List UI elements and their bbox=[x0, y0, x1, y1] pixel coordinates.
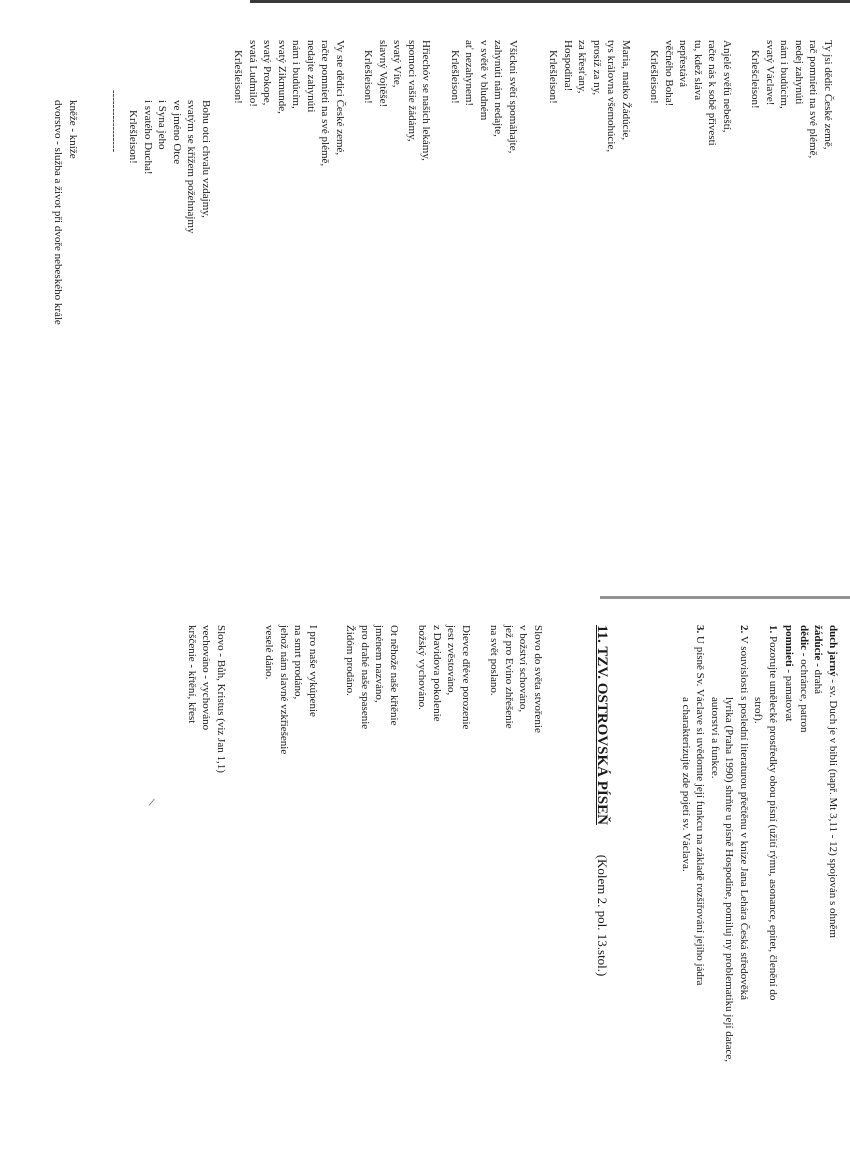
question-number: 3. bbox=[694, 625, 707, 634]
verse-line: Bohu otci chvalu vzdajmy, bbox=[200, 100, 212, 218]
verse-line: Židóm prodáno. bbox=[344, 625, 357, 696]
question-line bbox=[751, 625, 766, 1062]
question-text: V souvislosti s poslední literaturou přečtěnu v knize Jana Lehára Česká středověká bbox=[738, 635, 750, 1001]
verse-line: nám i budúcím, bbox=[290, 40, 303, 109]
verse-line: na svět poslano. bbox=[488, 625, 501, 696]
verse-line: svatý Víte, bbox=[391, 40, 404, 88]
verse-line: i svatého Ducha! bbox=[142, 100, 154, 175]
verse-line: ve jméno Otce bbox=[171, 100, 183, 165]
question-text: Pozorujte umělecké prostředky obou písní (užití rýmu, asonance, epitet, členění do bbox=[767, 636, 779, 1001]
verse-line: jest zvěstováno, bbox=[445, 625, 458, 696]
verse-line: I pro naše vykúpenie bbox=[307, 625, 319, 717]
verse-line: slavný Vojtěše! bbox=[377, 40, 389, 108]
stanza bbox=[546, 40, 633, 158]
verse-line: z Davidova pokolenie bbox=[431, 625, 443, 722]
gloss-term: žádúcie bbox=[812, 625, 825, 661]
verse-line: za křesťany, bbox=[576, 40, 589, 94]
verse-line: Vy ste dědici České zemé, bbox=[334, 40, 346, 156]
stanza bbox=[343, 625, 401, 733]
gloss-line-1: kněže - kníže bbox=[67, 100, 79, 159]
verse-line: Hřiechóv se našich lekámy, bbox=[420, 40, 433, 161]
verse-line: tys královna všemohúcie, bbox=[605, 40, 618, 153]
verse-line: Slovo do světa stvořenie bbox=[532, 625, 544, 733]
question-line bbox=[693, 625, 708, 1062]
top-song-col2 bbox=[217, 40, 520, 166]
questions-list bbox=[679, 625, 781, 1062]
bottom-gloss-2 bbox=[185, 625, 229, 773]
verse-line: Krlešcleison! bbox=[749, 50, 762, 109]
verse-line: Všickni světí spomáhajte, bbox=[507, 40, 519, 154]
verse-line: v božství schováno, bbox=[517, 625, 530, 713]
question-text: a charakterizujte zde pojetí sv. Václava. bbox=[680, 697, 692, 872]
top-separator bbox=[107, 90, 122, 152]
gloss-term: duch jarný bbox=[827, 625, 839, 677]
verse-line: Krlešleison! bbox=[362, 50, 375, 104]
verse-line: na smrt prodáno, bbox=[292, 625, 305, 700]
verse-line: Ot něhože naše křtěnie bbox=[388, 625, 400, 726]
scan-edge-top bbox=[250, 0, 850, 3]
question-line bbox=[708, 625, 723, 1062]
question-line bbox=[722, 625, 737, 1062]
verse-line: Krlešleison! bbox=[449, 50, 461, 104]
verse-line: věčného Boha! bbox=[663, 40, 675, 107]
verse-line: tu, kdež sláva bbox=[692, 40, 704, 101]
verse-line: svatá Ludmilo! bbox=[247, 40, 259, 107]
question-text: lyrika (Praha 1990) shrňte u písně Hospodine, pomiluj ny problematiku její datace, bbox=[723, 697, 736, 1063]
pen-mark: / bbox=[147, 794, 156, 810]
verse-line: Dievce dřéve porozenie bbox=[460, 625, 472, 730]
stanza bbox=[448, 40, 521, 166]
verse-line: jehož nám slavné vzkřiešenie bbox=[278, 625, 290, 755]
question-line bbox=[766, 625, 781, 1062]
verse-line: spomoci vašie žádámy, bbox=[406, 40, 418, 142]
question-number: 2. bbox=[738, 625, 750, 634]
verse-line: jménem nazváno, bbox=[373, 625, 386, 703]
verse-line: račte pomníeti na své plémě, bbox=[319, 40, 332, 167]
verse-line: nepřestává bbox=[677, 40, 690, 88]
verse-line: nedajte zahynúti bbox=[305, 40, 317, 113]
verse-line: Krlešleison! bbox=[127, 110, 140, 164]
gloss-term: dědic bbox=[798, 625, 810, 651]
question-number: 1. bbox=[767, 625, 779, 634]
stanza bbox=[231, 40, 347, 166]
verse-line: Krlešleison! bbox=[232, 50, 245, 104]
stanza bbox=[361, 40, 434, 166]
heading-title: 11. TZV. OSTROVSKÁ PÍSEŇ bbox=[594, 625, 610, 825]
gloss-definition: - drahá bbox=[812, 660, 825, 695]
verse-line: veselé dáno. bbox=[263, 625, 276, 680]
bottom-gloss bbox=[782, 625, 840, 938]
gloss-entry bbox=[782, 625, 797, 938]
gloss-definition: - sv. Duch je v bibli (např. Mt 3,11 - 12) spojován s ohněm bbox=[827, 676, 839, 938]
bottom-song-col1 bbox=[329, 625, 545, 733]
stanza bbox=[748, 40, 835, 158]
top-song-col1 bbox=[532, 40, 835, 158]
verse-line: prosíž za ny, bbox=[591, 40, 603, 96]
gloss-entry bbox=[797, 625, 812, 938]
stanza bbox=[487, 625, 545, 733]
separator-text: ----------------- bbox=[108, 90, 120, 153]
verse-line: i Syna jeho bbox=[156, 100, 169, 150]
verse-line: Krlešleison! bbox=[648, 50, 661, 104]
top-gloss bbox=[51, 100, 80, 325]
verse-line: Ty jsi dědic České země, bbox=[822, 40, 834, 150]
verse-line: božský vychováno. bbox=[416, 625, 429, 710]
stanza bbox=[647, 40, 734, 158]
verse-line: Anjelé svěfú nebeští, bbox=[721, 40, 733, 133]
verse-line: svatým se křížem požehnajmy bbox=[185, 100, 198, 234]
verse-line: v světě v bludném bbox=[478, 40, 490, 121]
gloss-definition: - ochránce, patron bbox=[798, 650, 810, 733]
verse-line: svatý Zikmunde, bbox=[276, 40, 288, 114]
question-line bbox=[679, 625, 694, 1062]
question-text: autorství a funkce. bbox=[709, 697, 721, 779]
verse-line: jež pro Evino zhřešenie bbox=[503, 625, 515, 729]
gloss2-line: vechováno - vychováno bbox=[200, 625, 213, 731]
gloss-entry bbox=[826, 625, 841, 938]
gloss-entry bbox=[811, 625, 826, 938]
verse-line: račte nás k sobě přivesti bbox=[706, 40, 719, 146]
verse-line: rač pomníeti na své plémě, bbox=[807, 40, 820, 159]
scan-edge-middle bbox=[600, 596, 850, 599]
verse-line: Hospodina! bbox=[562, 40, 574, 92]
section-heading bbox=[593, 625, 610, 976]
gloss-definition: - pamatovat bbox=[783, 666, 796, 722]
heading-subtitle: (Kolem 2. pol. 13.stol.) bbox=[595, 854, 610, 977]
verse-line: nedej zahynúti bbox=[793, 40, 805, 105]
verse-line: Maria, matko Žádúcie, bbox=[620, 40, 632, 141]
verse-line: pro drahé naše spasenie bbox=[359, 625, 371, 730]
question-line bbox=[737, 625, 752, 1062]
question-text: U písně Sv. Václave si uvědomte její funkcu na základě rozšiřování jejího jádra bbox=[694, 636, 707, 986]
gloss-line-2: dvorstvo - služba a život při dvoře nebeského krále bbox=[52, 100, 65, 325]
gloss-term: pomnieti bbox=[783, 625, 796, 667]
verse-line: Krlešleison! bbox=[547, 50, 560, 104]
verse-line: svatý Václave! bbox=[764, 40, 776, 106]
verse-line: nám i budúcím, bbox=[778, 40, 791, 109]
top-song-col3 bbox=[112, 100, 213, 234]
verse-line: svatý Prokope, bbox=[261, 40, 274, 106]
verse-line: ať nezahynem! bbox=[463, 40, 476, 107]
stanza bbox=[262, 625, 320, 754]
bottom-song-col2 bbox=[248, 625, 320, 754]
stanza bbox=[415, 625, 473, 733]
question-text: strof). bbox=[752, 697, 765, 724]
gloss2-line: krščenie - křtění, křest bbox=[186, 625, 198, 724]
verse-line: zahynúti nám nedajte, bbox=[492, 40, 505, 137]
stanza bbox=[126, 100, 213, 234]
gloss2-line: Slovo - Bůh, Kristus (viz Jan 1,1) bbox=[215, 625, 227, 773]
